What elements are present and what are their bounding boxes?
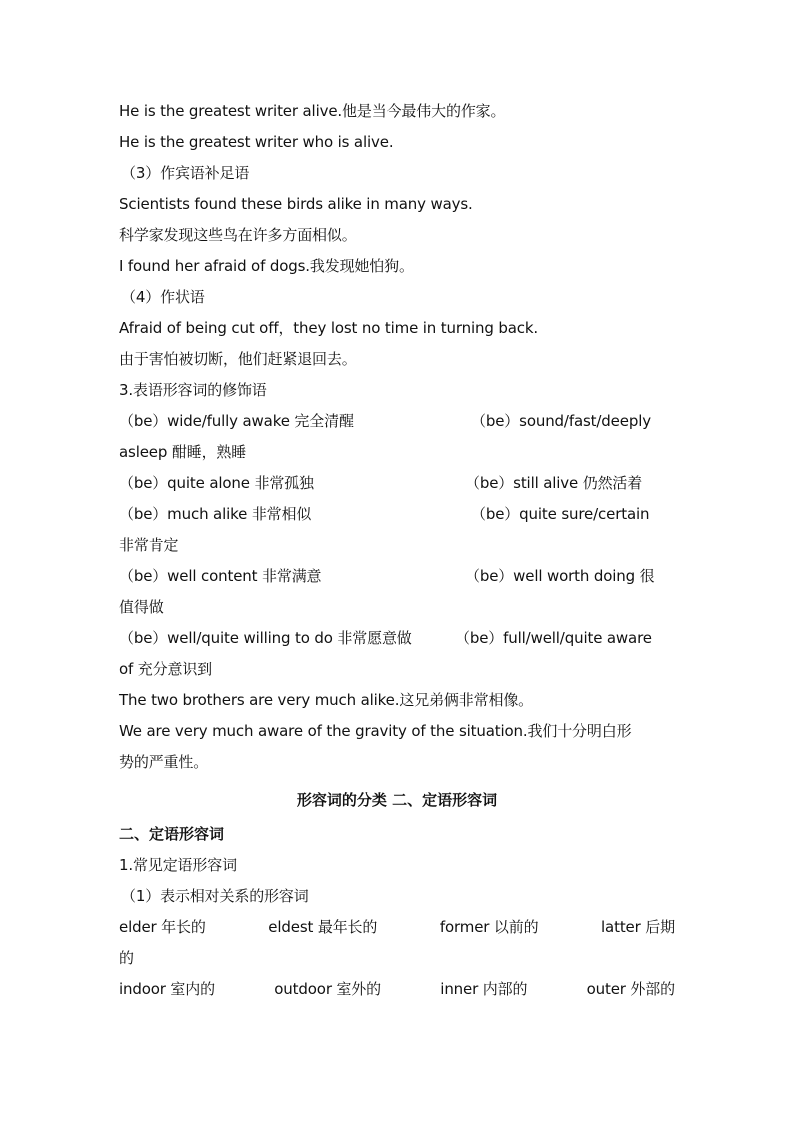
example-sentence: Scientists found these birds alike in many ways. bbox=[119, 195, 473, 213]
vocab-item: outdoor 室外的 bbox=[274, 980, 382, 998]
example-sentence: We are very much aware of the gravity of the situation.我们十分明白形 bbox=[119, 722, 632, 740]
modifier-item: （be）well/quite willing to do 非常愿意做 bbox=[119, 629, 412, 647]
subsection-heading: （3）作宾语补足语 bbox=[121, 164, 250, 182]
section-subtitle: 二、定语形容词 bbox=[119, 825, 225, 843]
vocab-item: inner 内部的 bbox=[440, 980, 528, 998]
modifier-item: （be）sound/fast/deeply bbox=[471, 412, 651, 430]
modifier-row bbox=[119, 468, 675, 499]
modifier-row bbox=[119, 499, 675, 530]
vocab-item: outer 外部的 bbox=[586, 980, 675, 998]
modifier-item: （be）well content 非常满意 bbox=[119, 567, 322, 585]
example-sentence: The two brothers are very much alike.这兄弟俩非常相像。 bbox=[119, 691, 534, 709]
list-item-heading: 1.常见定语形容词 bbox=[119, 856, 237, 874]
modifier-continuation: of 充分意识到 bbox=[119, 660, 213, 678]
page-section-title: 形容词的分类 二、定语形容词 bbox=[296, 791, 498, 809]
modifier-item: （be）still alive 仍然活着 bbox=[465, 474, 643, 492]
modifier-continuation: 值得做 bbox=[119, 598, 164, 616]
modifier-item: （be）quite alone 非常孤独 bbox=[119, 474, 314, 492]
modifier-continuation: asleep 酣睡，熟睡 bbox=[119, 443, 247, 461]
vocab-row bbox=[119, 974, 675, 1005]
document-body bbox=[119, 96, 675, 1005]
modifier-item: （be）much alike 非常相似 bbox=[119, 505, 312, 523]
modifier-item: （be）quite sure/certain bbox=[471, 505, 650, 523]
vocab-item: latter 后期 bbox=[601, 918, 675, 936]
example-translation: 由于害怕被切断，他们赶紧退回去。 bbox=[119, 350, 357, 368]
modifier-item: （be）wide/fully awake 完全清醒 bbox=[119, 412, 354, 430]
example-sentence: Afraid of being cut off，they lost no time in turning back. bbox=[119, 319, 539, 337]
modifier-continuation: 非常肯定 bbox=[119, 536, 179, 554]
vocab-row bbox=[119, 912, 675, 943]
modifier-item: （be）well worth doing 很 bbox=[465, 567, 655, 585]
modifier-row bbox=[119, 623, 675, 654]
example-sentence: He is the greatest writer alive.他是当今最伟大的作家。 bbox=[119, 102, 506, 120]
modifier-item: （be）full/well/quite aware bbox=[455, 629, 652, 647]
vocab-item: former 以前的 bbox=[439, 918, 539, 936]
vocab-item: eldest 最年长的 bbox=[268, 918, 378, 936]
vocab-item: elder 年长的 bbox=[119, 918, 206, 936]
section-heading: 3.表语形容词的修饰语 bbox=[119, 381, 267, 399]
example-translation: 科学家发现这些鸟在许多方面相似。 bbox=[119, 226, 357, 244]
subsection-heading: （4）作状语 bbox=[121, 288, 205, 306]
example-sentence: I found her afraid of dogs.我发现她怕狗。 bbox=[119, 257, 414, 275]
example-sentence: 势的严重性。 bbox=[119, 753, 209, 771]
modifier-row bbox=[119, 406, 675, 437]
subsection-heading: （1）表示相对关系的形容词 bbox=[121, 887, 309, 905]
modifier-row bbox=[119, 561, 675, 592]
example-sentence: He is the greatest writer who is alive. bbox=[119, 133, 394, 151]
vocab-item: indoor 室内的 bbox=[119, 980, 215, 998]
vocab-continuation: 的 bbox=[119, 949, 134, 967]
